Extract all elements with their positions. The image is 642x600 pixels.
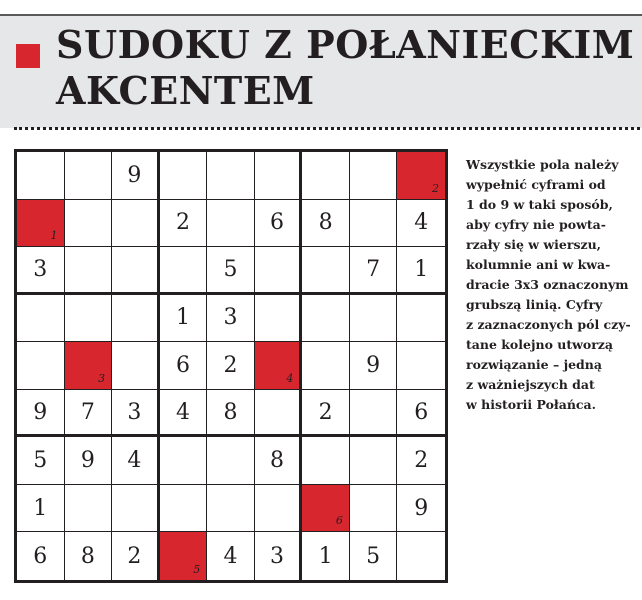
cell-digit: 6 (175, 352, 190, 378)
sudoku-cell[interactable] (302, 247, 350, 295)
sudoku-cell[interactable] (207, 200, 255, 248)
sudoku-cell[interactable] (350, 200, 398, 248)
sudoku-cell[interactable] (397, 200, 445, 248)
sudoku-cell[interactable] (397, 532, 445, 580)
cell-digit: 4 (223, 543, 238, 569)
header-red-square-icon (16, 44, 40, 68)
sudoku-cell[interactable] (302, 437, 350, 485)
instructions-line: dracie 3x3 oznaczonym (466, 277, 629, 292)
instructions-line: 1 do 9 w taki sposób, (466, 197, 613, 212)
sudoku-cell[interactable] (302, 152, 350, 200)
sudoku-cell[interactable] (160, 200, 208, 248)
title-line-1: SUDOKU Z POŁANIECKIM (56, 22, 635, 67)
sudoku-cell[interactable] (255, 485, 303, 533)
cell-digit: 3 (127, 399, 142, 425)
cell-digit: 9 (80, 448, 95, 474)
cell-digit: 9 (127, 162, 142, 188)
cell-digit: 5 (366, 543, 381, 569)
instructions-text (466, 155, 636, 415)
sudoku-cell[interactable] (397, 342, 445, 390)
marked-cell[interactable] (17, 200, 65, 248)
sudoku-cell[interactable] (65, 485, 113, 533)
cell-digit: 3 (270, 543, 285, 569)
sudoku-cell[interactable] (255, 437, 303, 485)
cell-digit: 5 (223, 256, 238, 282)
sudoku-cell[interactable] (160, 437, 208, 485)
sudoku-cell[interactable] (207, 152, 255, 200)
sudoku-cell[interactable] (302, 295, 350, 343)
sudoku-cell[interactable] (65, 200, 113, 248)
sudoku-cell[interactable] (112, 295, 160, 343)
dotted-divider (14, 127, 640, 130)
cell-digit: 8 (80, 543, 95, 569)
cell-digit: 2 (175, 210, 190, 236)
sudoku-cell[interactable] (112, 532, 160, 580)
sudoku-cell[interactable] (65, 390, 113, 438)
sudoku-cell[interactable] (17, 247, 65, 295)
sudoku-cell[interactable] (160, 295, 208, 343)
sudoku-cell[interactable] (17, 532, 65, 580)
marked-cell[interactable] (255, 342, 303, 390)
sudoku-cell[interactable] (350, 390, 398, 438)
sudoku-cell[interactable] (17, 437, 65, 485)
cell-digit: 2 (414, 448, 429, 474)
instructions-line: Wszystkie pola należy (466, 157, 619, 172)
sudoku-cell[interactable] (160, 485, 208, 533)
cell-digit: 3 (223, 305, 238, 331)
sudoku-cell[interactable] (207, 390, 255, 438)
sudoku-cell[interactable] (350, 485, 398, 533)
sudoku-cell[interactable] (160, 390, 208, 438)
instructions-line: tane kolejno utworzą (466, 337, 614, 352)
sudoku-cell[interactable] (207, 295, 255, 343)
sudoku-cell[interactable] (112, 200, 160, 248)
cell-digit: 9 (33, 399, 48, 425)
cell-digit: 1 (318, 543, 333, 569)
sudoku-cell[interactable] (255, 152, 303, 200)
sudoku-grid (14, 149, 448, 583)
page-title (56, 22, 636, 114)
sudoku-cell[interactable] (397, 437, 445, 485)
sudoku-cell[interactable] (350, 152, 398, 200)
cell-digit: 6 (270, 210, 285, 236)
sudoku-cell[interactable] (207, 532, 255, 580)
sudoku-cell[interactable] (65, 532, 113, 580)
marked-cell-order: 2 (432, 181, 439, 195)
instructions-line: z ważniejszych dat (466, 377, 595, 392)
sudoku-cell[interactable] (17, 342, 65, 390)
marked-cell-order: 6 (335, 514, 343, 528)
instructions-line: aby cyfry nie powta- (466, 217, 606, 232)
marked-cell-order: 1 (50, 229, 58, 243)
sudoku-cell[interactable] (160, 247, 208, 295)
sudoku-cell[interactable] (207, 247, 255, 295)
cell-digit: 8 (318, 210, 333, 236)
sudoku-cell[interactable] (65, 152, 113, 200)
marked-cell-order: 4 (286, 371, 294, 385)
instructions-line: grubszą linią. Cyfry (466, 297, 603, 312)
instructions-line: z zaznaczonych pól czy- (466, 317, 631, 332)
sudoku-cell[interactable] (207, 485, 255, 533)
sudoku-cell[interactable] (255, 390, 303, 438)
sudoku-cell[interactable] (255, 295, 303, 343)
sudoku-cell[interactable] (65, 247, 113, 295)
sudoku-cell[interactable] (397, 247, 445, 295)
sudoku-cell[interactable] (17, 390, 65, 438)
sudoku-cell[interactable] (17, 152, 65, 200)
cell-digit: 5 (33, 448, 48, 474)
sudoku-cell[interactable] (255, 200, 303, 248)
sudoku-cell[interactable] (112, 390, 160, 438)
marked-cell[interactable] (397, 152, 445, 200)
cell-digit: 2 (318, 399, 333, 425)
instructions-line: wypełnić cyframi od (466, 177, 606, 192)
sudoku-cell[interactable] (350, 437, 398, 485)
instructions-line: rzały się w wierszu, (466, 237, 602, 252)
sudoku-cell[interactable] (207, 437, 255, 485)
cell-digit: 6 (33, 543, 48, 569)
marked-cell[interactable] (160, 532, 208, 580)
cell-digit: 1 (33, 495, 48, 521)
cell-digit: 6 (414, 399, 429, 425)
sudoku-cell[interactable] (207, 342, 255, 390)
title-line-2: AKCENTEM (56, 68, 315, 113)
sudoku-cell[interactable] (112, 485, 160, 533)
cell-digit: 4 (127, 448, 142, 474)
cell-digit: 2 (127, 543, 142, 569)
cell-digit: 2 (223, 352, 238, 378)
sudoku-cell[interactable] (160, 342, 208, 390)
sudoku-cell[interactable] (350, 532, 398, 580)
marked-cell-order: 3 (98, 371, 106, 385)
sudoku-cell[interactable] (112, 247, 160, 295)
instructions-line: rozwiązanie – jedną (466, 357, 602, 372)
sudoku-cell[interactable] (255, 532, 303, 580)
instructions-line: w historii Połańca. (466, 397, 596, 412)
sudoku-cell[interactable] (17, 295, 65, 343)
cell-digit: 3 (33, 256, 48, 282)
cell-digit: 8 (270, 448, 285, 474)
marked-cell[interactable] (65, 342, 113, 390)
cell-digit: 8 (223, 399, 238, 425)
sudoku-cell[interactable] (350, 342, 398, 390)
cell-digit: 7 (80, 399, 95, 425)
sudoku-cell[interactable] (112, 437, 160, 485)
sudoku-cell[interactable] (17, 485, 65, 533)
sudoku-cell[interactable] (397, 485, 445, 533)
sudoku-cell[interactable] (302, 342, 350, 390)
sudoku-cell[interactable] (302, 532, 350, 580)
cell-digit: 9 (366, 352, 381, 378)
cell-digit: 1 (414, 256, 429, 282)
sudoku-cell[interactable] (397, 390, 445, 438)
cell-digit: 9 (414, 495, 429, 521)
marked-cell-order: 5 (193, 563, 201, 576)
sudoku-cell[interactable] (302, 390, 350, 438)
sudoku-cell[interactable] (255, 247, 303, 295)
cell-digit: 4 (414, 210, 429, 236)
sudoku-cell[interactable] (302, 200, 350, 248)
sudoku-cell[interactable] (350, 295, 398, 343)
sudoku-cell[interactable] (160, 152, 208, 200)
cell-digit: 1 (175, 305, 190, 331)
sudoku-cell[interactable] (397, 295, 445, 343)
sudoku-cell[interactable] (350, 247, 398, 295)
instructions-line: kolumnie ani w kwa- (466, 257, 611, 272)
sudoku-cell[interactable] (65, 437, 113, 485)
cell-digit: 7 (366, 256, 381, 282)
sudoku-cell[interactable] (112, 152, 160, 200)
cell-digit: 4 (175, 399, 190, 425)
sudoku-cell[interactable] (112, 342, 160, 390)
marked-cell[interactable] (302, 485, 350, 533)
sudoku-cell[interactable] (65, 295, 113, 343)
header-top-rule (0, 14, 642, 16)
